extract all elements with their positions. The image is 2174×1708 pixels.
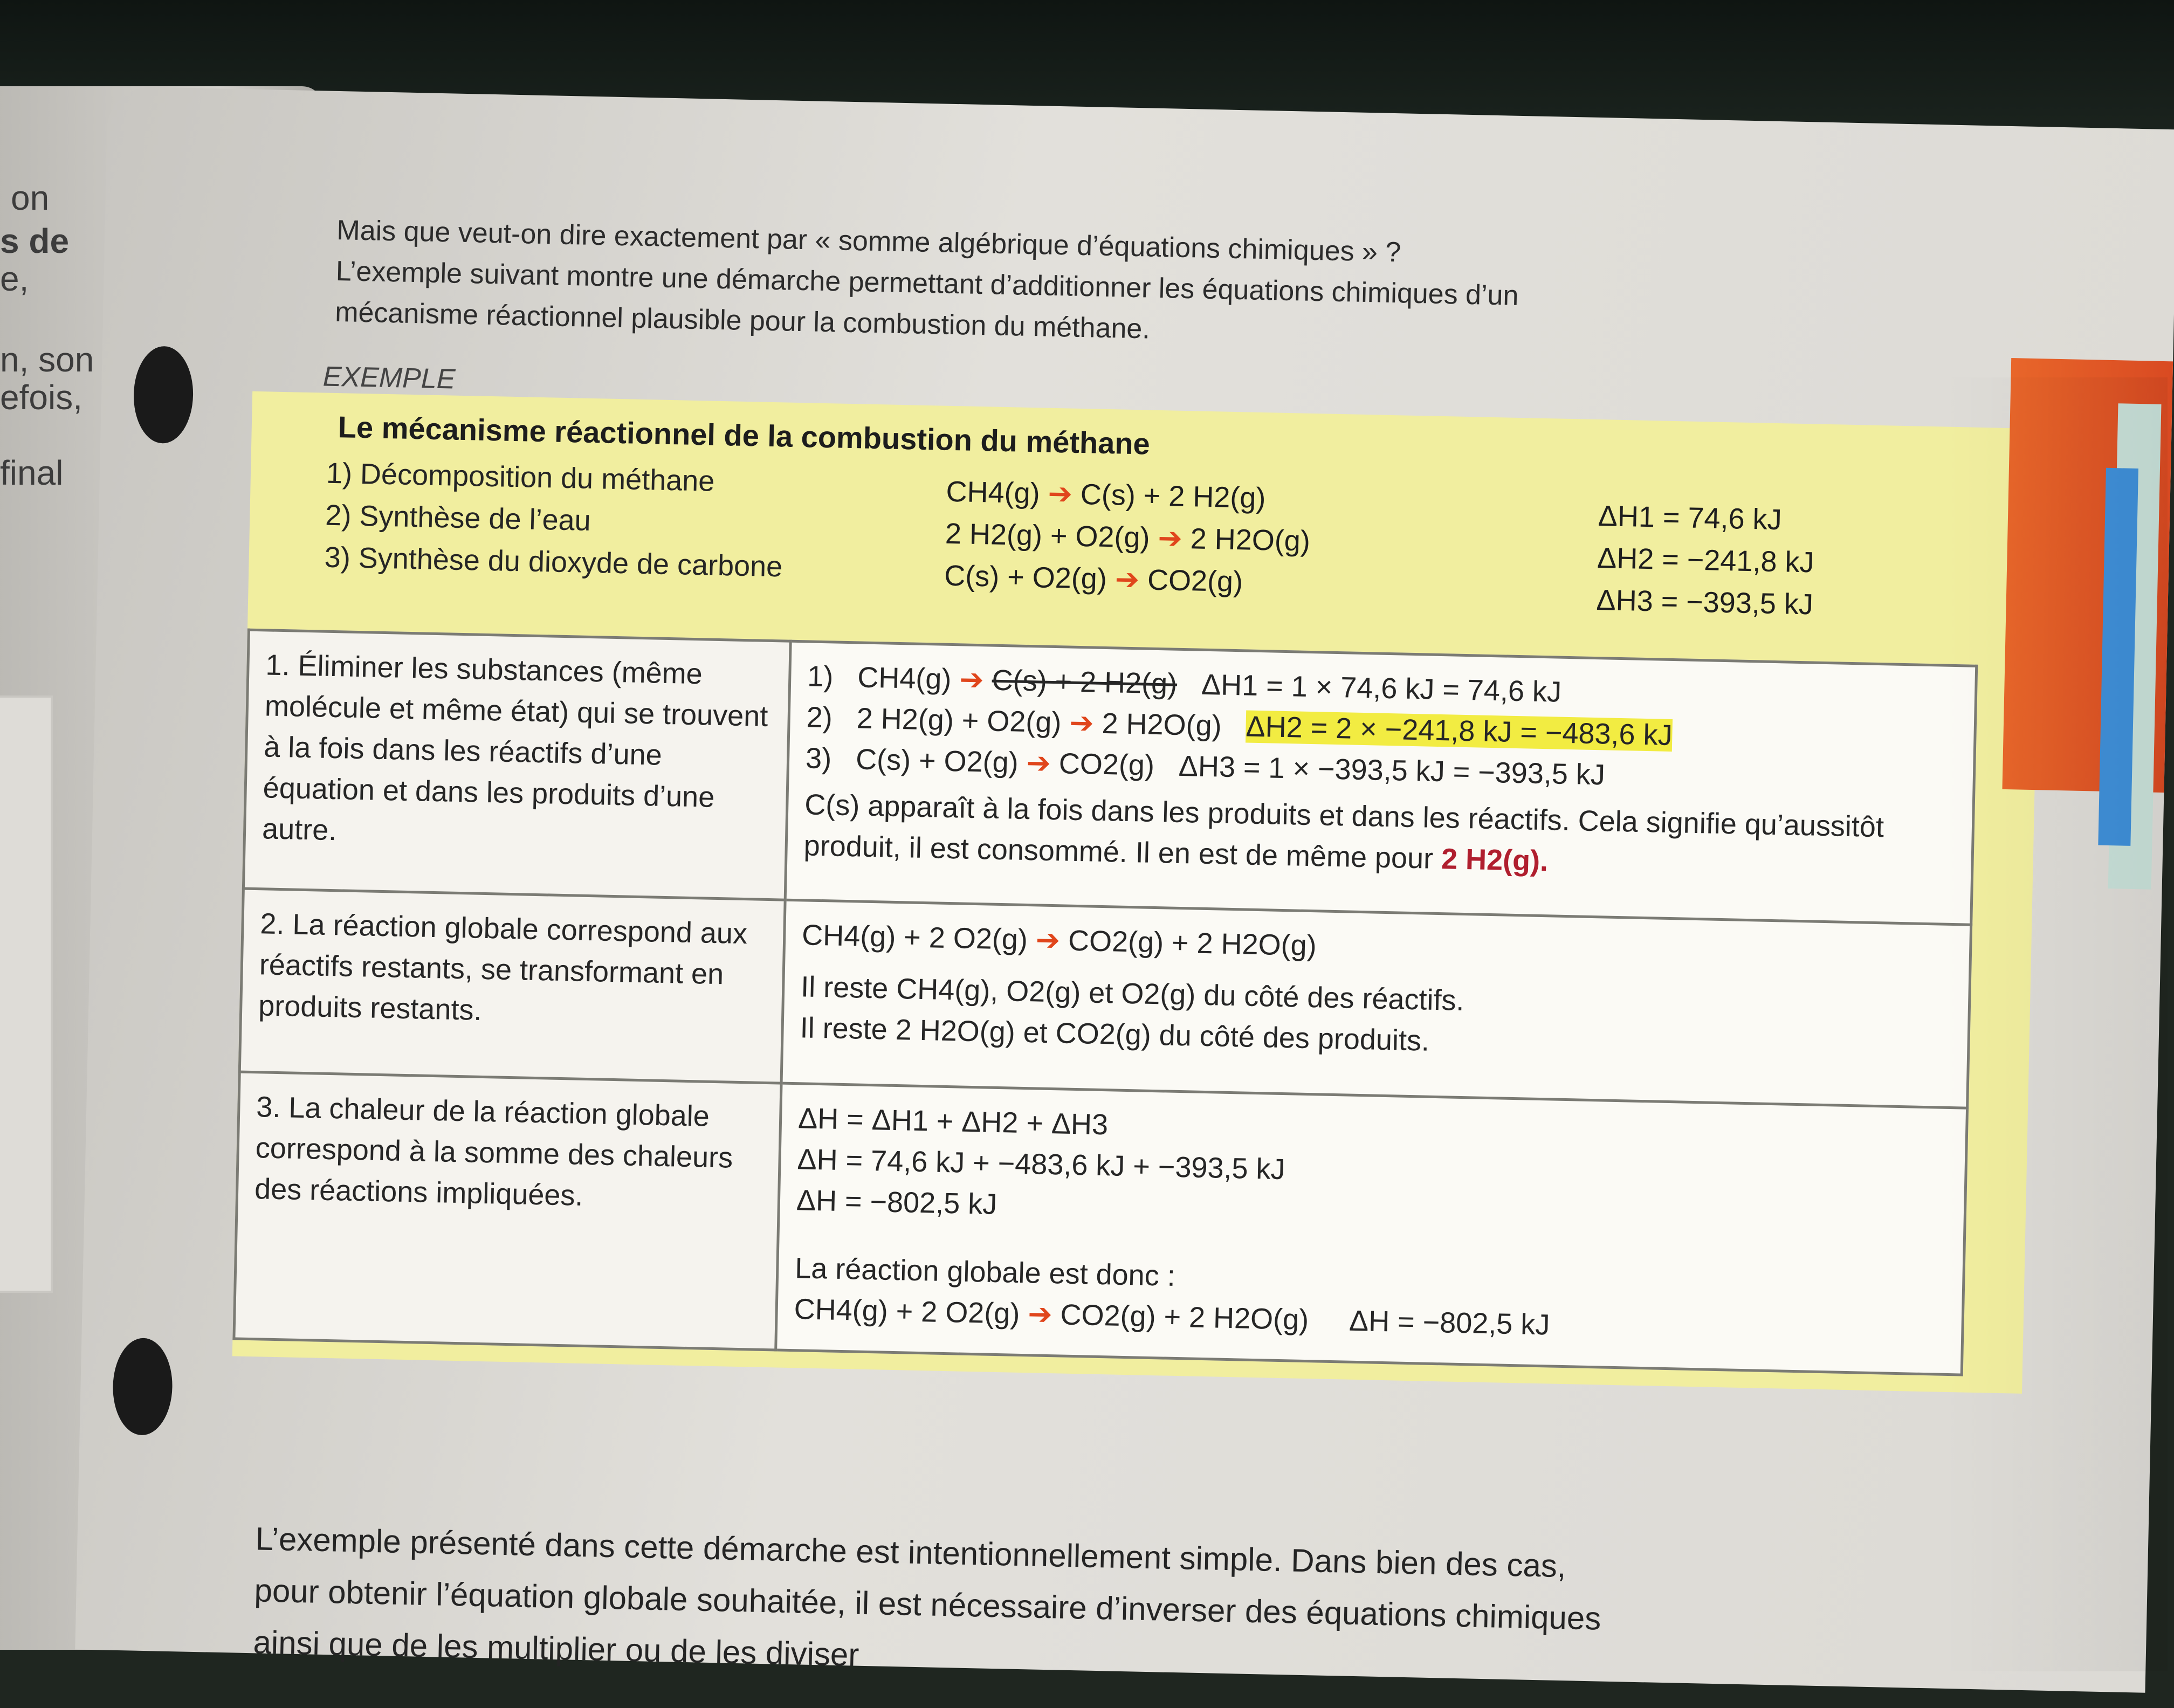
method-step-content: [781, 900, 1971, 1108]
example-equations: [944, 471, 1312, 604]
reactants: CH4(g) + 2 O2(g): [801, 919, 1028, 956]
reactants: CH4(g) + 2 O2(g): [794, 1293, 1020, 1330]
elimination-note: [803, 784, 1956, 890]
reactants: CH4(g): [857, 661, 952, 695]
method-step-content: [776, 1083, 1967, 1375]
table-row: [239, 889, 1971, 1108]
enthalpy-value: ΔH3 = −393,5 kJ: [1596, 584, 1814, 621]
table-row: [243, 630, 1976, 925]
reaction-arrow-icon: ➔: [1047, 477, 1073, 511]
reaction-arrow-icon: ➔: [1035, 924, 1061, 957]
line-number: 3): [805, 742, 832, 775]
method-table: [232, 629, 1978, 1376]
products: 2 H2O(g): [1190, 522, 1311, 557]
reaction-arrow-icon: ➔: [1027, 1298, 1053, 1331]
products: CO2(g) + 2 H2O(g): [1068, 924, 1317, 962]
line-number: 1): [807, 660, 834, 693]
book-page: [75, 86, 2174, 1693]
method-step-label: 1. Éliminer les substances (même molécule et même état) qui se trouvent à la fois dans les réactifs d’une équation et dans les produits d’une autre.: [243, 630, 790, 900]
left-fragment: e,: [0, 259, 29, 298]
binder-hole: [112, 1338, 174, 1436]
products: C(s) + 2 H2(g): [1080, 478, 1266, 515]
enthalpy-result: ΔH = −802,5 kJ: [796, 1184, 997, 1221]
intro-paragraph: Mais que veut-on dire exactement par « somme algébrique d’équations chimiques » ? L’exemple suivant montre une démarche permettant d’additionner les équations chimiques d’un mécanisme réactionnel plausible pour la combustion du méthane.: [334, 214, 1519, 345]
binder-hole: [133, 346, 194, 444]
equation-line: [946, 471, 1311, 520]
products: CO2(g): [1058, 747, 1155, 782]
reaction-arrow-icon: ➔: [1069, 706, 1095, 740]
step-item: 1) Décomposition du méthane: [326, 457, 715, 498]
products: CO2(g) + 2 H2O(g): [1060, 1298, 1309, 1337]
left-fragment: s de: [0, 222, 70, 260]
enthalpy-value: ΔH1 = 74,6 kJ: [1598, 500, 1783, 536]
method-step-content: [785, 641, 1977, 925]
equation-line: [944, 555, 1310, 604]
reactants: 2 H2(g) + O2(g): [945, 517, 1151, 554]
note-highlight: 2 H2(g).: [1441, 843, 1549, 878]
step-item: 3) Synthèse du dioxyde de carbone: [324, 541, 783, 583]
products: CO2(g): [1147, 563, 1243, 598]
reaction-arrow-icon: ➔: [1026, 746, 1051, 780]
global-reaction-label: La réaction globale est donc :: [794, 1252, 1176, 1292]
reaction-arrow-icon: ➔: [1157, 521, 1183, 555]
reaction-arrow-icon: ➔: [959, 663, 985, 697]
line-number: 2): [806, 701, 833, 734]
left-fragment: final: [0, 453, 64, 492]
enthalpy-value: ΔH1 = 1 × 74,6 kJ = 74,6 kJ: [1201, 668, 1562, 708]
left-fragment: n, son: [0, 340, 94, 379]
remaining-products: Il reste 2 H2O(g) et CO2(g) du côté des produits.: [800, 1011, 1430, 1057]
products: C(s) + 2 H2(g): [992, 664, 1178, 700]
enthalpy-value: ΔH3 = 1 × −393,5 kJ = −393,5 kJ: [1178, 749, 1606, 791]
example-title: Le mécanisme réactionnel de la combustion du méthane: [338, 410, 1151, 461]
reactants: CH4(g): [945, 475, 1041, 510]
note-text: C(s) apparaît à la fois dans les produits et dans les réactifs. Cela signifie qu’aussitôt produit, il est consommé. Il en est de même pour: [803, 788, 1884, 875]
reactants: C(s) + O2(g): [944, 559, 1107, 595]
method-step-label: 3. La chaleur de la réaction globale correspond à la somme des chaleurs des réactions impliquées.: [234, 1072, 781, 1350]
outro-paragraph: L’exemple présenté dans cette démarche est intentionnellement simple. Dans bien des cas, pour obtenir l’équation globale souhaitée, il est nécessaire d’inverser des équations chimiques ainsi que de les multiplier ou de les diviser: [252, 1520, 1601, 1673]
reactants: 2 H2(g) + O2(g): [856, 702, 1062, 739]
equation-line: [945, 513, 1310, 562]
page-shadow: [1941, 377, 2168, 1671]
example-label: EXEMPLE: [322, 361, 456, 395]
table-row: [234, 1072, 1967, 1375]
step-item: 2) Synthèse de l’eau: [325, 499, 591, 537]
enthalpy-value: ΔH = −802,5 kJ: [1349, 1304, 1550, 1341]
remaining-reactants: Il reste CH4(g), O2(g) et O2(g) du côté des réactifs.: [800, 970, 1465, 1017]
products: 2 H2O(g): [1101, 707, 1222, 742]
left-fragment: efois,: [0, 378, 82, 417]
left-fragment: on: [11, 178, 50, 217]
enthalpy-value-highlighted: ΔH2 = 2 × −241,8 kJ = −483,6 kJ: [1246, 710, 1673, 752]
example-steps: [324, 452, 785, 588]
reactants: C(s) + O2(g): [855, 743, 1019, 779]
enthalpy-sum-values: ΔH = 74,6 kJ + −483,6 kJ + −393,5 kJ: [796, 1143, 1286, 1186]
enthalpy-values: [1596, 495, 1815, 625]
example-box: [232, 391, 2042, 1394]
reaction-arrow-icon: ➔: [1114, 563, 1140, 596]
method-step-label: 2. La réaction globale correspond aux réactifs restants, se transformant en produits restants.: [239, 889, 785, 1083]
enthalpy-sum: ΔH = ΔH1 + ΔH2 + ΔH3: [797, 1102, 1109, 1141]
left-page-box: [0, 695, 53, 1293]
enthalpy-value: ΔH2 = −241,8 kJ: [1597, 542, 1815, 579]
